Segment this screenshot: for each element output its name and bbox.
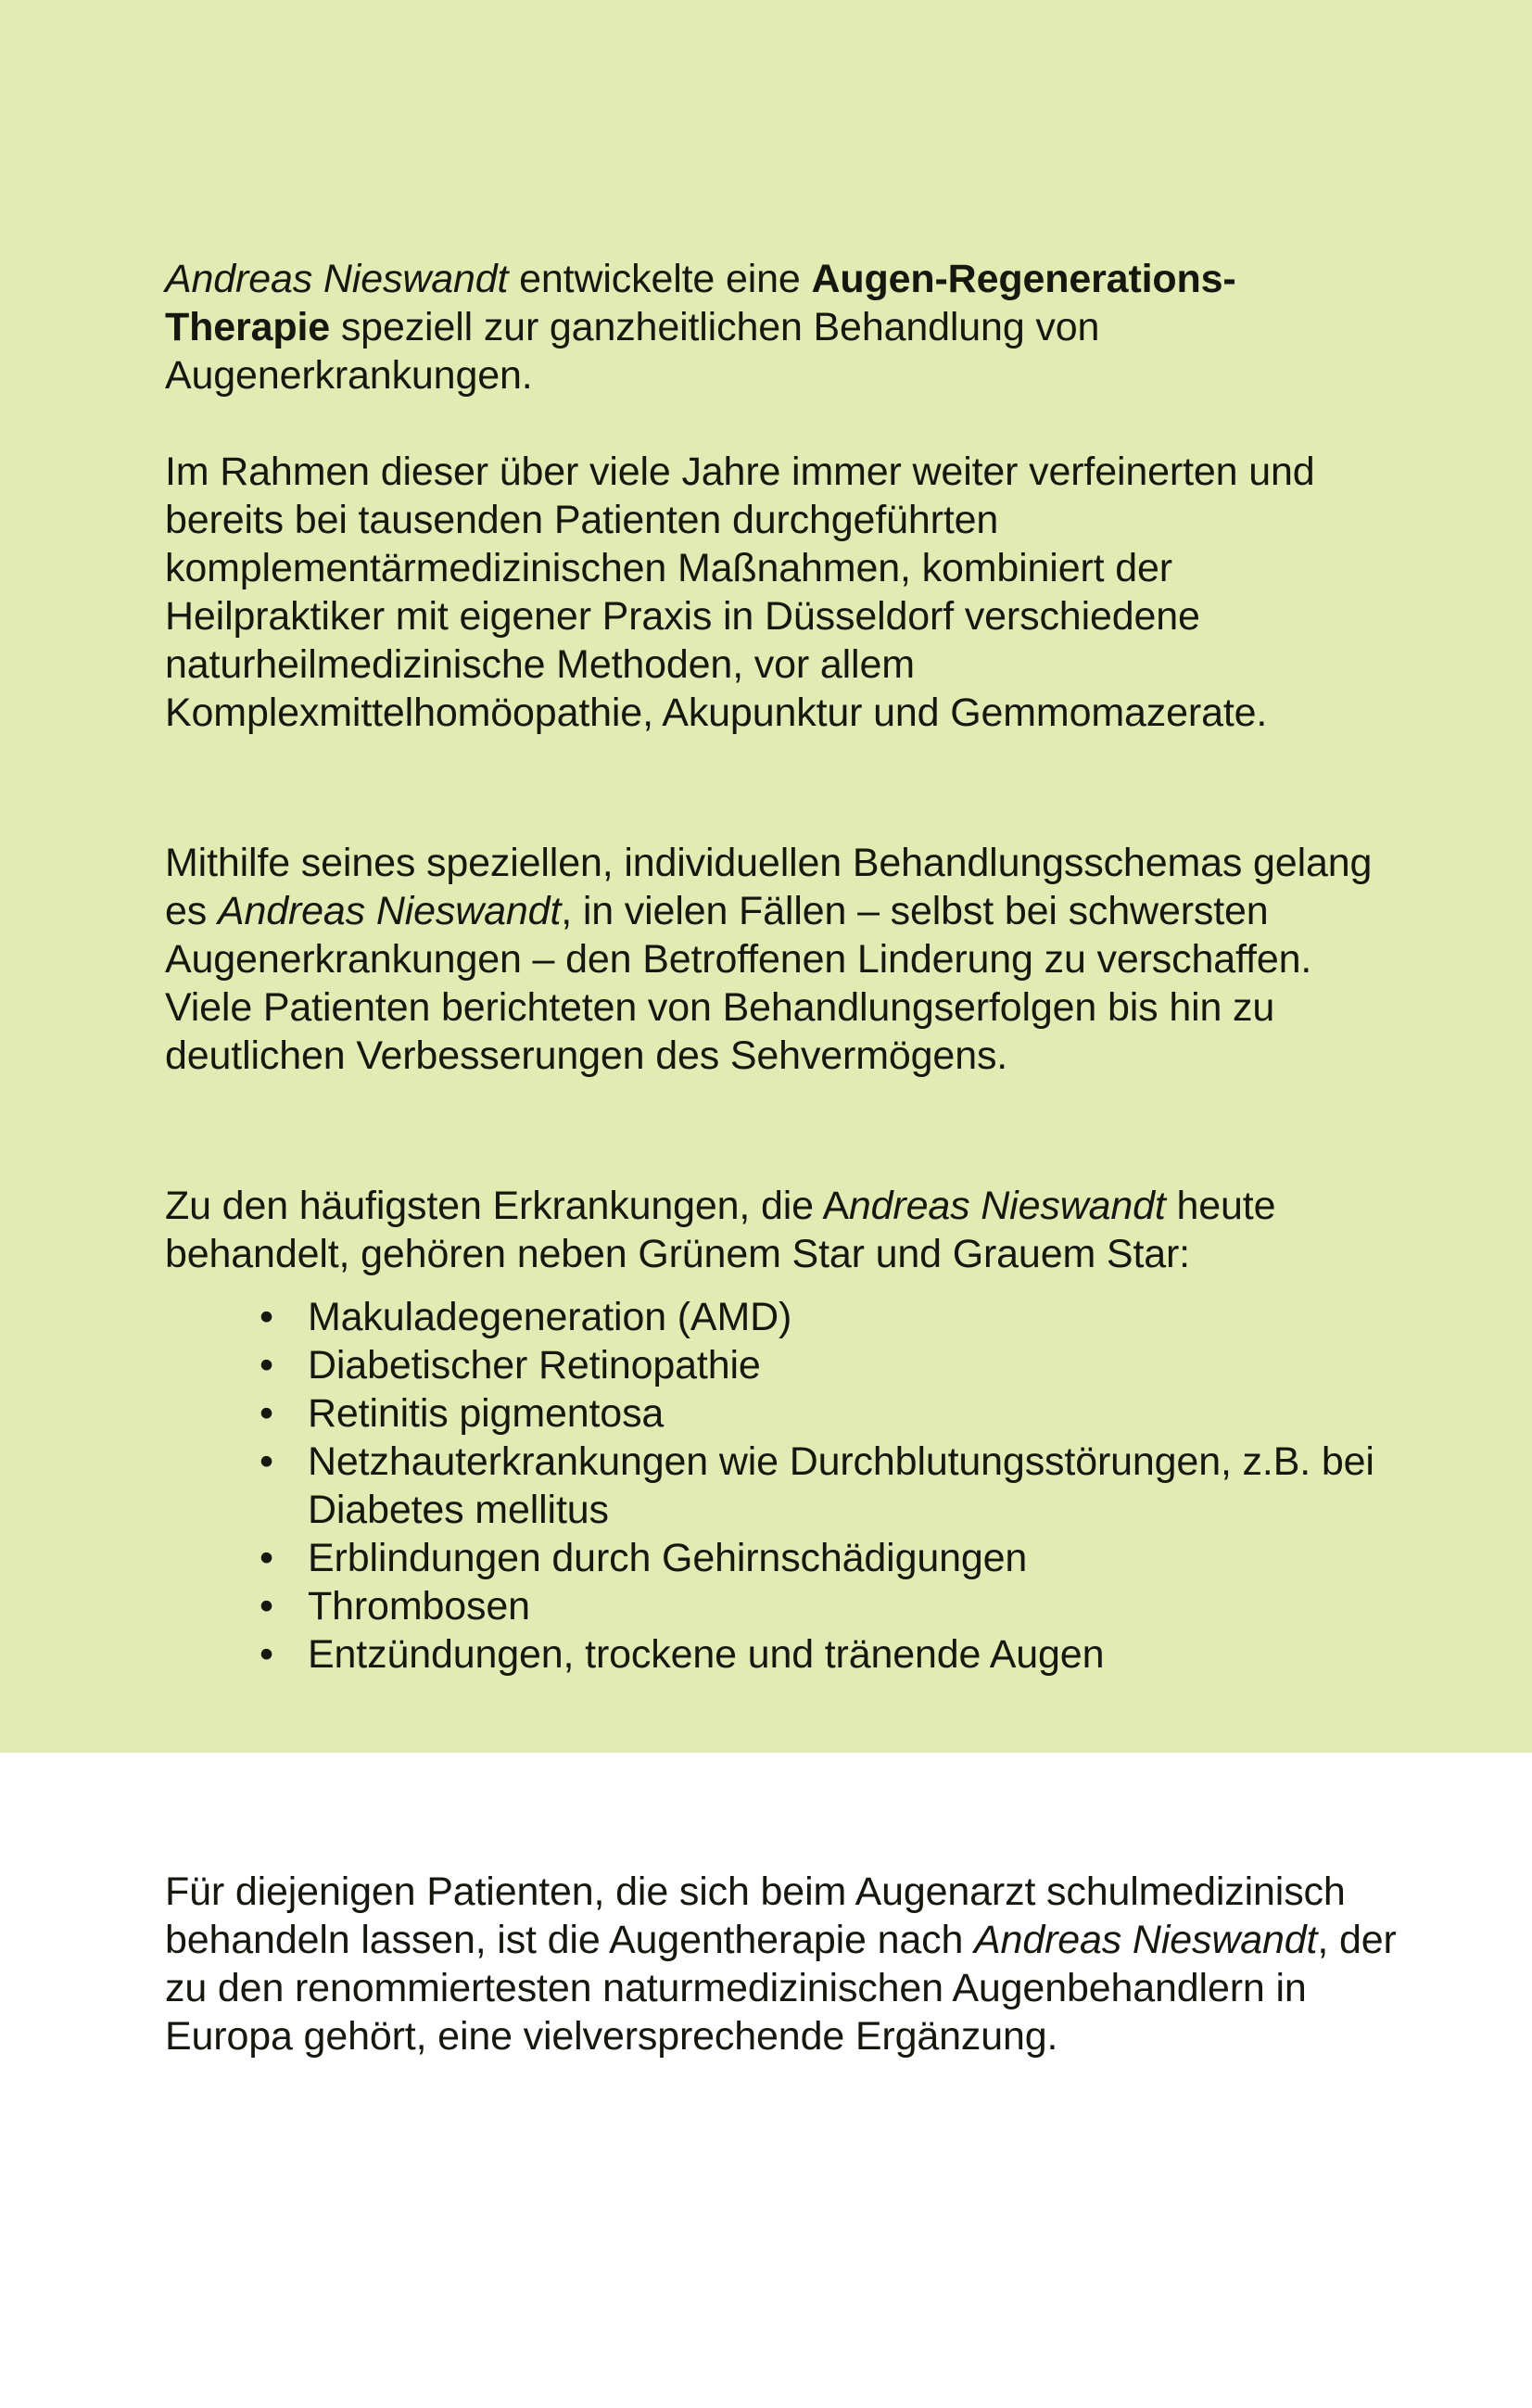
bullet-icon: •	[260, 1391, 273, 1436]
results-lead-text: Mithilfe seines speziellen, individuellen Behandlungsschemas gelang es	[165, 841, 1373, 933]
bullet-icon: •	[260, 1536, 273, 1580]
list-item	[250, 1389, 1437, 1438]
paragraph-results	[165, 839, 1398, 1080]
conditions-name-initial: A	[822, 1184, 849, 1228]
list-item-label: Erblindungen durch Gehirnschädigungen	[308, 1536, 1028, 1580]
conditions-lead-text: Zu den häufigsten Erkrankungen, die	[165, 1184, 823, 1228]
list-item-label: Entzündungen, trockene und tränende Augen	[308, 1632, 1105, 1677]
results-practitioner-name: Andreas Nieswandt	[217, 889, 562, 933]
bullet-icon: •	[260, 1632, 273, 1677]
list-item-label: Makuladegeneration (AMD)	[308, 1295, 792, 1339]
intro-paragraph	[165, 255, 1398, 399]
closing-lead-text: Für diejenigen Patienten, die sich beim Augenarzt schulmedizinisch behandeln lassen, ist die Augentherapie nach	[165, 1869, 1346, 1962]
list-item-label: Thrombosen	[308, 1584, 530, 1629]
bullet-icon: •	[260, 1295, 273, 1339]
paragraph-methods: Im Rahmen dieser über viele Jahre immer weiter verfeinerten und bereits bei tausenden Patienten durchgeführten komplementärmedizinischen Maßnahmen, kombiniert der Heilpraktiker mit eigener Praxis in Düsseldorf verschiedene naturheilmedizinische Methoden, vor allem Komplexmittelhomöopathie, Akupunktur und Gemmomazerate.	[165, 450, 1315, 735]
results-tail-text: , in vielen Fällen – selbst bei schwersten Augenerkrankungen – den Betroffenen Linderung zu verschaffen. Viele Patienten berichteten von Behandlungserfolgen bis hin zu deutlichen Verbesserungen des Sehvermögens.	[165, 889, 1312, 1078]
closing-tail-text: , der zu den renommiertesten naturmedizinischen Augenbehandlern in Europa gehört, eine vielversprechende Ergänzung.	[165, 1918, 1397, 2059]
list-item	[250, 1341, 1437, 1389]
list-item	[250, 1438, 1437, 1534]
paragraph-conditions-intro	[165, 1182, 1398, 1278]
conditions-practitioner-name: ndreas Nieswandt	[848, 1184, 1166, 1228]
intro-practitioner-name: Andreas Nieswandt	[165, 257, 509, 301]
bullet-icon: •	[260, 1584, 273, 1629]
list-item	[250, 1630, 1437, 1679]
list-item	[250, 1534, 1437, 1582]
list-item-label: Retinitis pigmentosa	[308, 1391, 665, 1436]
list-item	[250, 1582, 1437, 1630]
list-item	[250, 1293, 1437, 1341]
therapy-name-bold: Augen-Regenerations-Therapie	[165, 257, 1236, 349]
list-item-label: Diabetischer Retinopathie	[308, 1343, 761, 1388]
closing-paragraph	[165, 1868, 1398, 2060]
intro-mid-text: entwickelte eine	[508, 257, 812, 301]
conditions-list	[250, 1293, 1437, 1679]
bullet-icon: •	[260, 1439, 273, 1484]
list-item-label: Netzhauterkrankungen wie Durchblutungsstörungen, z.B. bei Diabetes mellitus	[308, 1439, 1374, 1532]
conditions-tail-text: heute behandelt, gehören neben Grünem Star und Grauem Star:	[165, 1184, 1276, 1276]
bullet-icon: •	[260, 1343, 273, 1388]
closing-practitioner-name: Andreas Nieswandt	[974, 1918, 1318, 1962]
intro-tail-text: speziell zur ganzheitlichen Behandlung von Augenerkrankungen.	[165, 305, 1100, 398]
